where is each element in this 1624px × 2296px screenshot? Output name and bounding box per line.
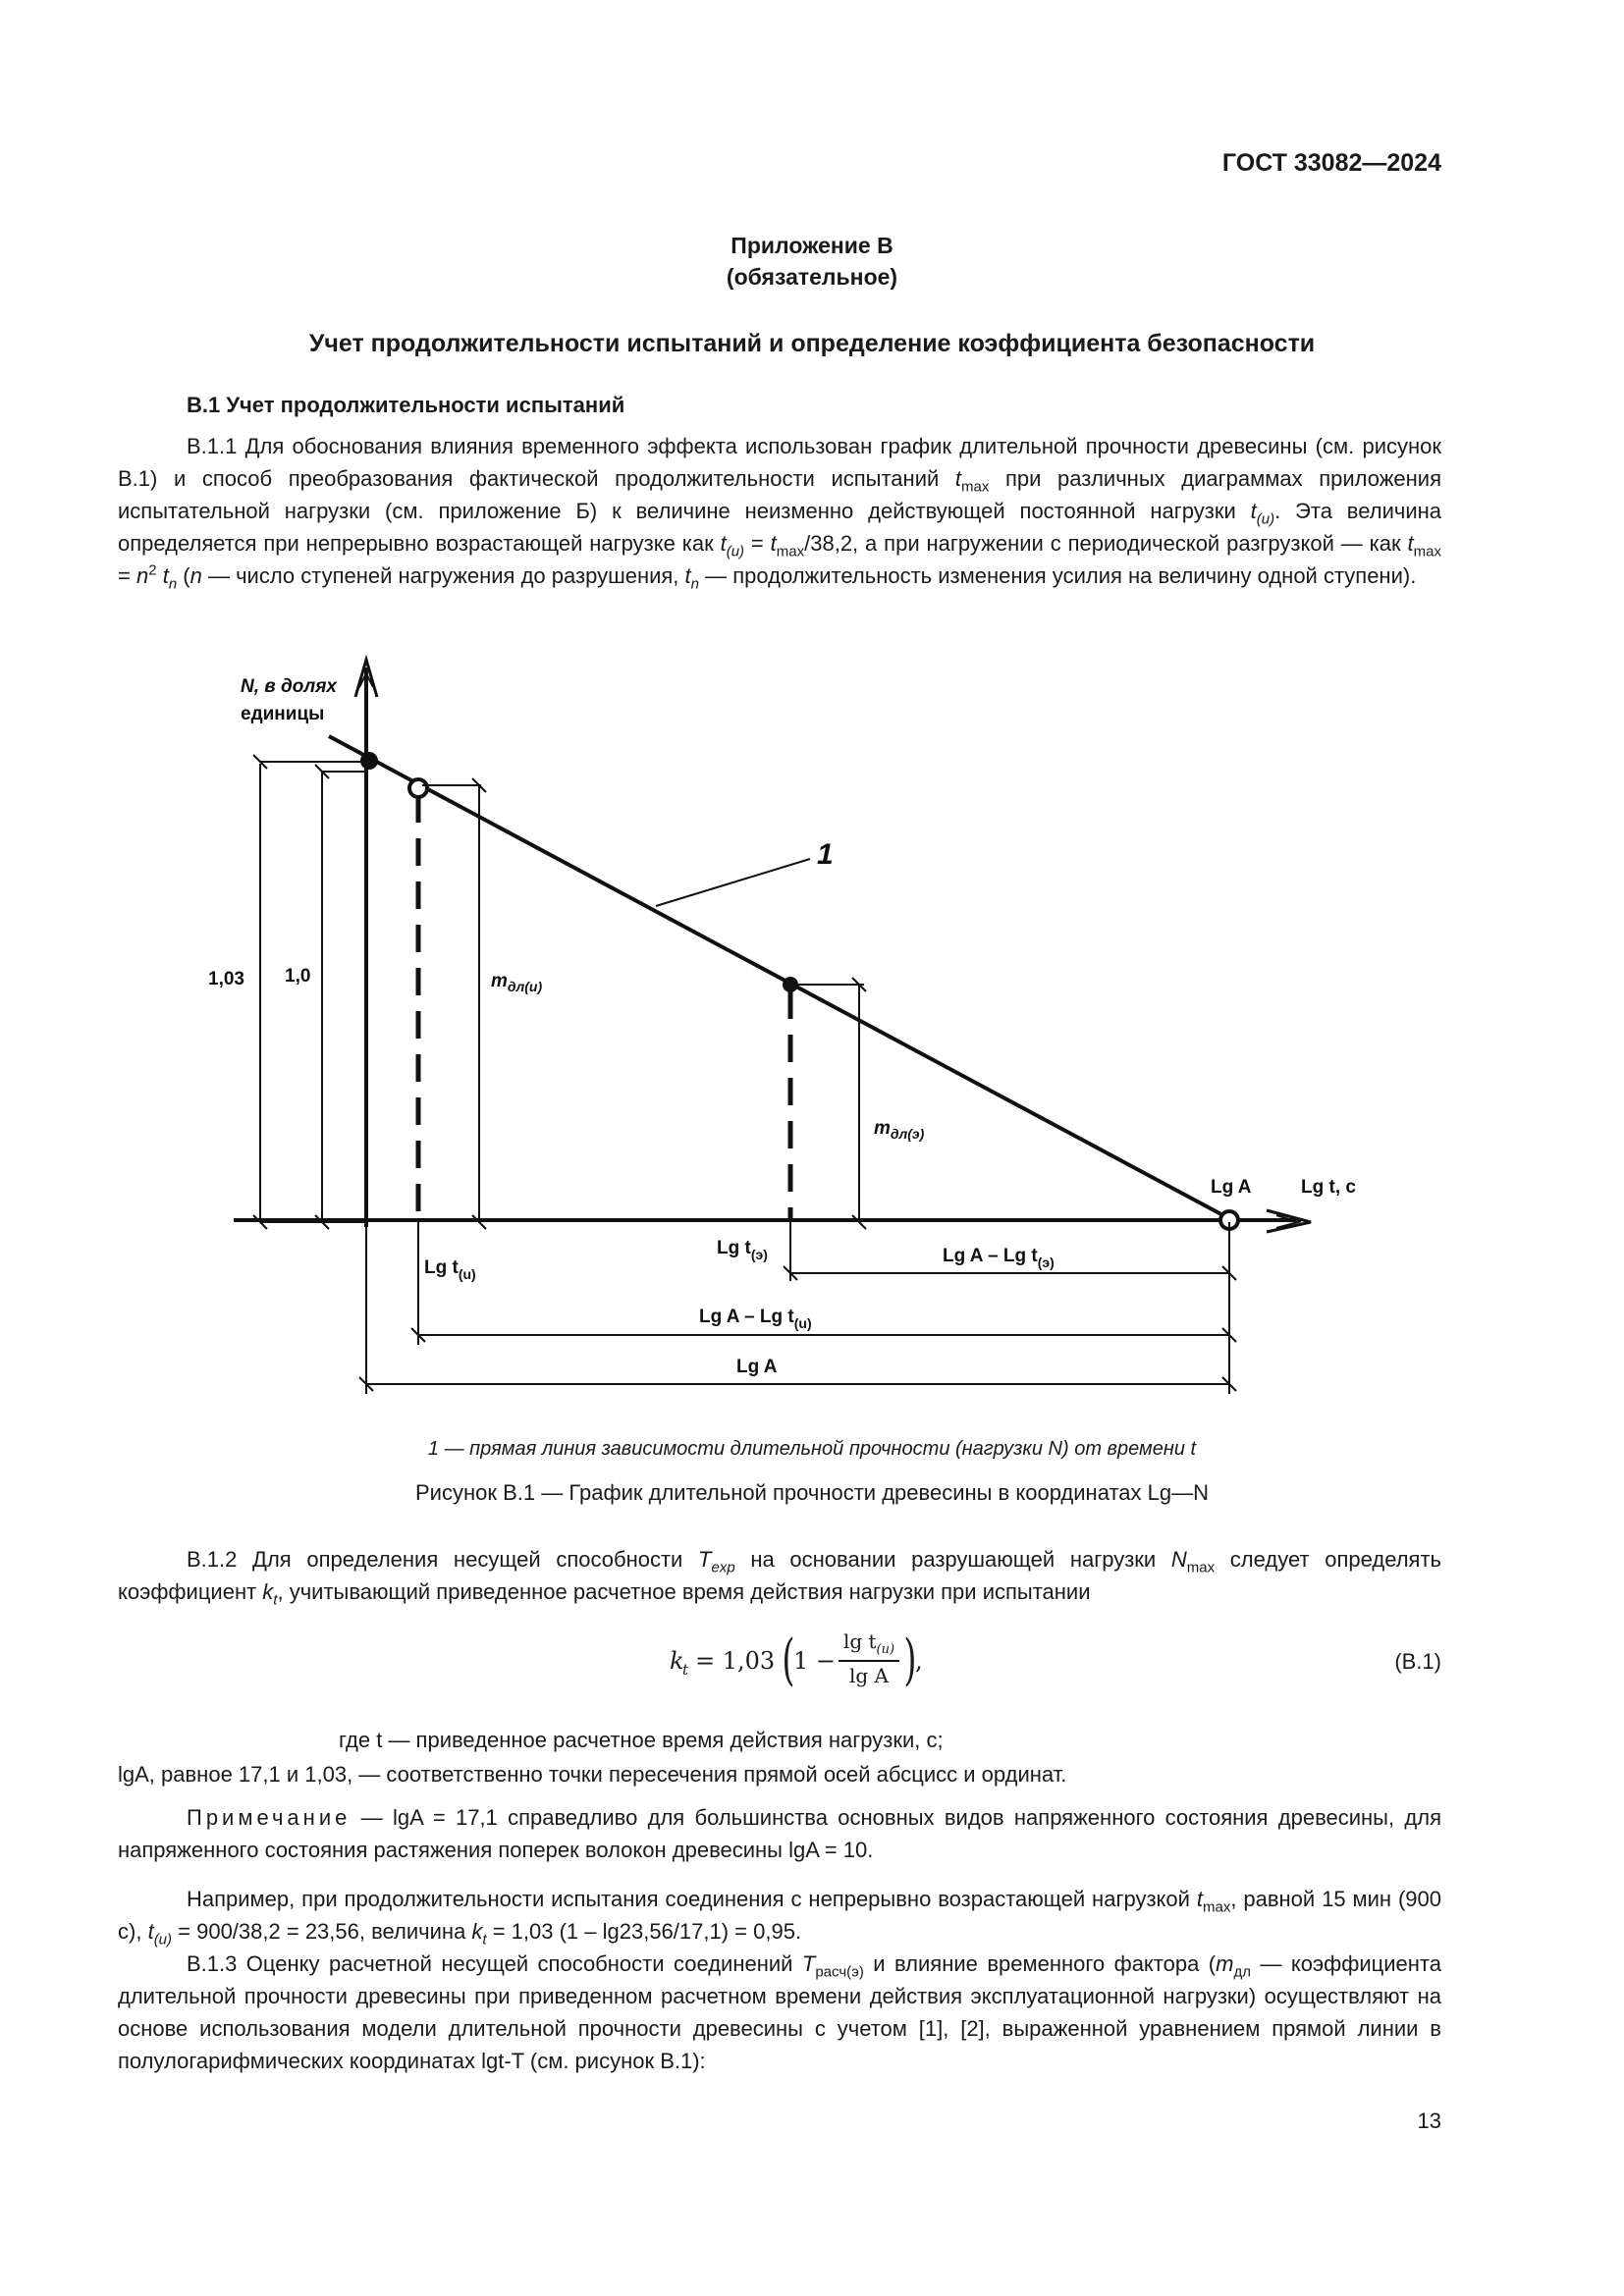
where-line-2: lgA, равное 17,1 и 1,03, — соответственно точки пересечения прямой осей абсцисс и ординат.: [118, 1762, 1067, 1787]
y-axis-label-2: единицы: [241, 704, 325, 724]
appendix-heading: Учет продолжительности испытаний и определение коэффициента безопасности: [308, 330, 1316, 357]
lga-minus-lgtu-label: Lg A – Lg $t_{(u)}$: [699, 1307, 812, 1331]
dimension-lga-total: [359, 1222, 1236, 1394]
lg-tu-label: Lg $t_{(u)}$: [424, 1257, 476, 1282]
lga-minus-lgte-label: Lg A – Lg $t_{(э)}$: [943, 1246, 1055, 1270]
curve-label: 1: [817, 838, 834, 871]
dim-1-0-label: 1,0: [285, 966, 311, 987]
lga-total-label: Lg A: [736, 1357, 778, 1377]
strength-line: [329, 736, 1232, 1220]
point-tu: [409, 779, 427, 797]
section-title: В.1 Учет продолжительности испытаний: [187, 393, 625, 417]
figure-legend: 1 — прямая линия зависимости длительной прочности (нагрузки N) от времени t: [427, 1438, 1197, 1460]
formula-b-1: k t = 1,03 ( 1 − $\lg t_{(u)}$ lg A ) ,: [670, 1629, 923, 1692]
y-axis-label: N, в долях: [241, 676, 337, 697]
appendix-title: Приложение В: [731, 233, 893, 258]
dim-1-03-label: 1,03: [208, 969, 244, 989]
paragraph-b-1-2: В.1.2 Для определения несущей способности $T_{exp}$ на основании разрушающей нагрузки $N_{max}$ следует определять коэффициент $k_t$, учитывающий приведенное расчетное время действия нагрузки при испытании: [118, 1547, 1442, 1609]
note: Примечание — lgA = 17,1 справедливо для большинства основных видов напряженного состояния древесины, для напряженного состояния растяжения поперек волокон древесины lgA = 10.: [118, 1805, 1441, 1862]
y-axis: [355, 660, 377, 1227]
page-number: 13: [1417, 2109, 1441, 2133]
figure-caption: Рисунок В.1 — График длительной прочности древесины в координатах Lg—N: [415, 1480, 1209, 1505]
appendix-status: (обязательное): [726, 264, 898, 290]
dimension-m-dl-u: [422, 778, 486, 1229]
curve-label-leader: [656, 859, 810, 906]
example: Например, при продолжительности испытания соединения с непрерывно возрастающей нагрузкой $t_{max}$, равной 15 мин (900 с), $t_{(u)} = 900/38,2 = 23,56$, величина $k_t = 1,03$ (1 – lg23,56/17,1) = 0,95.: [118, 1887, 1441, 1949]
lg-a-point-label: Lg A: [1211, 1177, 1252, 1198]
m-dl-u-label: $m_{дл(u)}$: [491, 971, 543, 994]
paragraph-b-1-3: В.1.3 Оценку расчетной несущей способности соединений $T_{расч(э)}$ и влияние временного фактора ($m_{дл}$ — коэффициента длительной прочности древесины при приведенном расчетном времени действия эксплуатационной нагрузки) осуществляют на основе использования модели длительной прочности древесины с учетом [1], [2], выраженной уравнением прямой линии в полулогарифмических координатах lgt-T (см. рисунок В.1):: [118, 1951, 1441, 2073]
standard-number: ГОСТ 33082—2024: [1221, 149, 1441, 177]
x-axis: [234, 1210, 1311, 1232]
dimension-1-03: [253, 755, 367, 1229]
m-dl-e-label: $m_{дл(э)}$: [874, 1118, 925, 1142]
paragraph-b-1-1: В.1.1 Для обоснования влияния временного эффекта использован график длительной прочности древесины (см. рисунок В.1) и способ преобразования фактической продолжительности испытаний $t_{max}$ при различных диаграммах приложения испытательной нагрузки (см. приложение Б) к величине неизменно действующей постоянной нагрузки $t_{(u)}$. Эта величина определяется при непрерывно возрастающей нагрузке как $t_{(u)} = t_{max}/38,2$, а при нагружении с периодической разгрузкой — как $t_{max} = n^2$ $t_n$ (n — число ступеней нагружения до разрушения, $t_n$ — продолжительность изменения усилия на величину одной ступени).: [118, 434, 1442, 593]
dimension-m-dl-e: [793, 978, 866, 1229]
dimension-1-0: [315, 765, 367, 1229]
formula-number: (В.1): [1394, 1649, 1441, 1674]
x-axis-label: Lg t, с: [1301, 1177, 1356, 1198]
where-line-1: где t — приведенное расчетное время действия нагрузки, с;: [339, 1728, 944, 1752]
dimension-lga-minus-lgtu: [411, 1222, 1236, 1345]
lg-te-label: Lg $t_{(э)}$: [717, 1238, 768, 1262]
